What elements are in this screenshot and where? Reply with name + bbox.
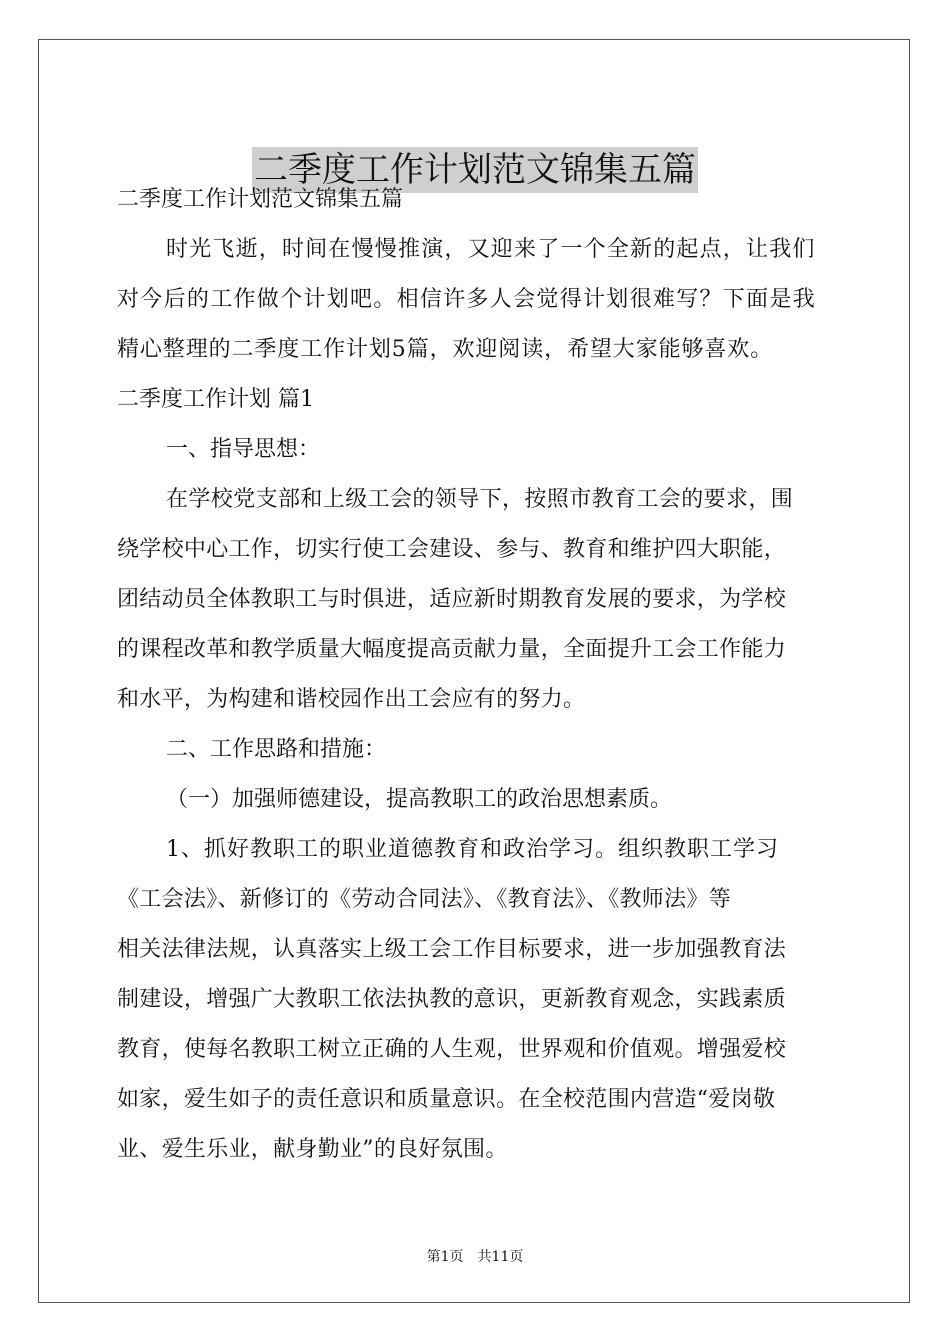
paragraph-line: 制建设，增强广大教职工依法执教的意识，更新教育观念，实践素质: [117, 987, 787, 1012]
paragraph-line: 和水平，为构建和谐校园作出工会应有的努力。: [117, 687, 586, 712]
paragraph-line: 对今后的工作做个计划吧。相信许多人会觉得计划很难写？下面是我: [117, 287, 817, 312]
paragraph-line: 在学校党支部和上级工会的领导下，按照市教育工会的要求，围: [166, 487, 794, 512]
paragraph-line: 团结动员全体教职工与时俱进，适应新时期教育发展的要求，为学校: [117, 587, 787, 612]
paragraph-line: 业、爱生乐业，献身勤业”的良好氛围。: [117, 1137, 508, 1162]
subtitle-line: 二季度工作计划范文锦集五篇: [117, 187, 404, 212]
paragraph-line: 《工会法》、新修订的《劳动合同法》、《教育法》、《教师法》等: [117, 887, 732, 912]
document-title: 二季度工作计划范文锦集五篇: [252, 147, 698, 193]
paragraph-line: 时光飞逝，时间在慢慢推演，又迎来了一个全新的起点，让我们: [166, 237, 816, 262]
paragraph-line: 绕学校中心工作，切实行使工会建设、参与、教育和维护四大职能，: [117, 537, 787, 562]
paragraph-line: 1、抓好教职工的职业道德教育和政治学习。组织教职工学习: [166, 837, 779, 862]
paragraph-line: 精心整理的二季度工作计划5篇，欢迎阅读，希望大家能够喜欢。: [117, 337, 774, 362]
subheading: 一、指导思想：: [166, 437, 321, 462]
paragraph-line: 相关法律法规，认真落实上级工会工作目标要求，进一步加强教育法: [117, 937, 787, 962]
page-number-footer: 第1页 共11页: [426, 1249, 524, 1265]
section-heading: 二季度工作计划 篇1: [117, 387, 314, 412]
paragraph-line: 的课程改革和教学质量大幅度提高贡献力量，全面提升工会工作能力: [117, 637, 787, 662]
paragraph-line: 教育，使每名教职工树立正确的人生观，世界观和价值观。增强爱校: [117, 1037, 787, 1062]
paragraph-line: 如家，爱生如子的责任意识和质量意识。在全校范围内营造“爱岗敬: [117, 1087, 776, 1112]
subheading: 二、工作思路和措施：: [166, 737, 387, 762]
subheading: （一）加强师德建设，提高教职工的政治思想素质。: [166, 787, 673, 812]
